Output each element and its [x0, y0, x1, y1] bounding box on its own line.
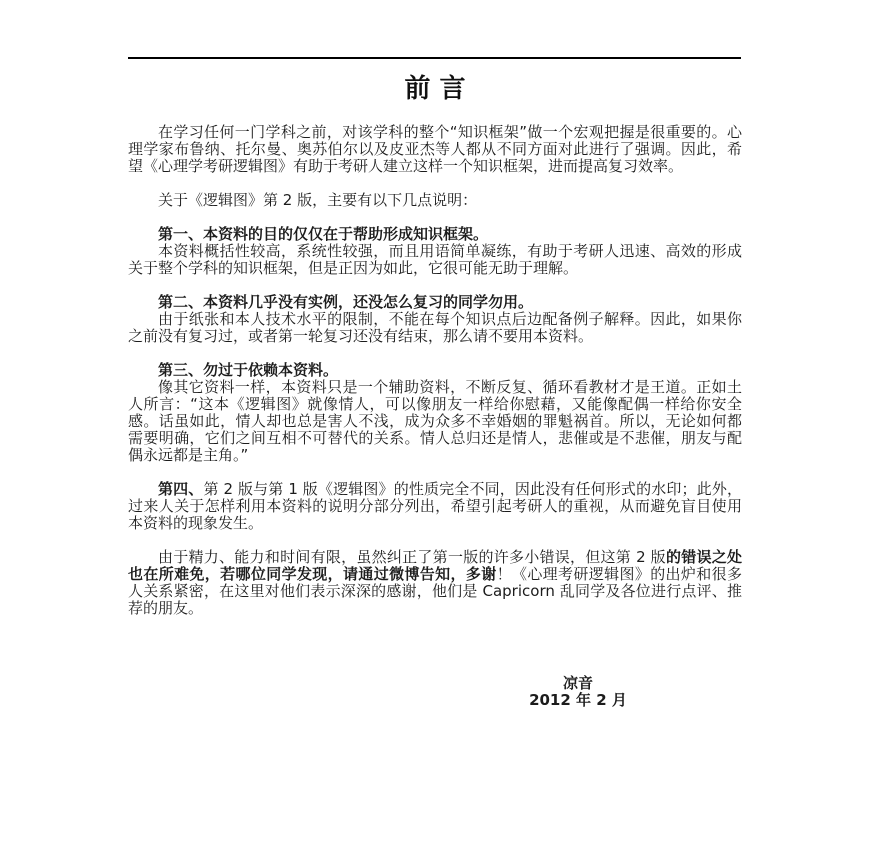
section-heading: 第一、本资料的目的仅仅在于帮助形成知识框架。	[158, 225, 489, 243]
about-edition-paragraph: 关于《逻辑图》第 2 版，主要有以下几点说明：	[158, 191, 478, 209]
intro-paragraph: 在学习任何一门学科之前，对该学科的整个“知识框架”做一个宏观把握是很重要的。心理学家布鲁纳、托尔曼、奥苏伯尔以及皮亚杰等人都从不同方面对此进行了强调。因此，希望《心理学考研逻辑图》有助于考研人建立这样一个知识框架，进而提高复习效率。	[128, 123, 742, 175]
section-heading: 第二、本资料几乎没有实例，还没怎么复习的同学勿用。	[158, 293, 534, 311]
signature-block	[478, 675, 678, 709]
section-point-two	[128, 294, 742, 345]
page-title: 前言	[404, 74, 475, 104]
closing-paragraph	[128, 549, 742, 617]
section-heading: 第三、勿过于依赖本资料。	[158, 361, 339, 379]
section-point-three	[128, 362, 742, 464]
section-body: 像其它资料一样，本资料只是一个辅助资料，不断反复、循环看教材才是王道。正如土人所言：“这本《逻辑图》就像情人，可以像朋友一样给你慰藉，又能像配偶一样给你安全感。话虽如此，情人却也总是害人不浅，成为众多不幸婚姻的罪魁祸首。所以，无论如何都需要明确，它们之间互相不可替代的关系。情人总归还是情人，悲催或是不悲催，朋友与配偶永远都是主角。”	[128, 378, 742, 464]
document-content	[128, 70, 742, 709]
header-rule	[128, 57, 741, 59]
point-four-body: 第 2 版与第 1 版《逻辑图》的性质完全不同，因此没有任何形式的水印；此外，过来人关于怎样利用本资料的说明分部分列出，希望引起考研人的重视，从而避免盲目使用本资料的现象发生。	[128, 480, 742, 532]
section-body: 本资料概括性较高，系统性较强，而且用语简单凝练，有助于考研人迅速、高效的形成关于整个学科的知识框架，但是正因为如此，它很可能无助于理解。	[128, 242, 742, 277]
section-point-one	[128, 226, 742, 277]
point-four-label: 第四、	[158, 480, 204, 498]
closing-text-bold: 的错误之处也在所难免，若哪位同学发现，请通过微博告知，多谢	[128, 548, 742, 583]
closing-text-regular: 由于精力、能力和时间有限，虽然纠正了第一版的许多小错误，但这第 2 版	[158, 548, 666, 566]
section-body: 由于纸张和本人技术水平的限制，不能在每个知识点后边配备例子解释。因此，如果你之前没有复习过，或者第一轮复习还没有结束，那么请不要用本资料。	[128, 310, 742, 345]
signature-name: 凉音	[562, 674, 593, 692]
section-point-four-paragraph	[128, 481, 742, 532]
closing-text-regular: ！《心理考研逻辑图》的出炉和很多人关系紧密，在这里对他们表示深深的感谢，他们是 Capricorn 乱同学及各位进行点评、推荐的朋友。	[128, 565, 742, 617]
signature-date: 2012 年 2 月	[529, 691, 627, 709]
